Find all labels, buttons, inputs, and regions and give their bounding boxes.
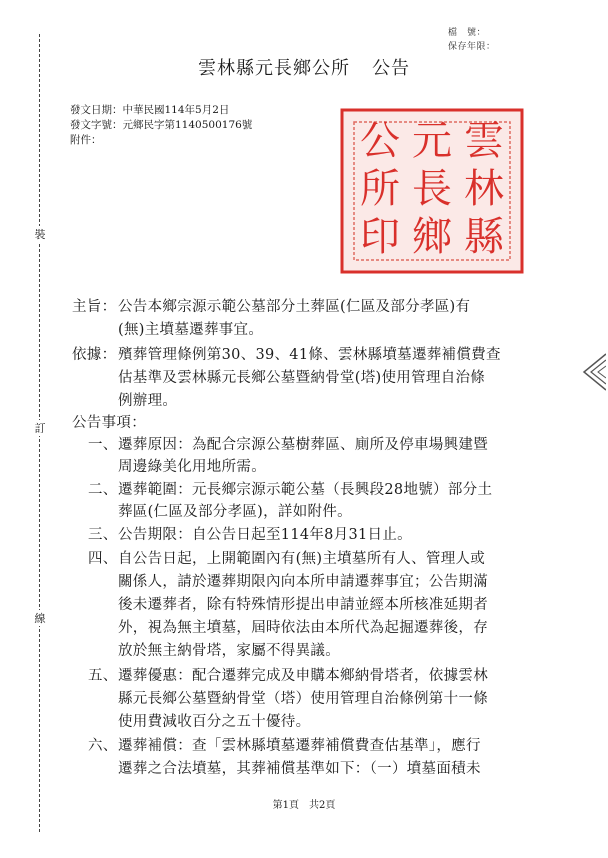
page-number: 第1頁 共2頁 <box>272 800 336 811</box>
basis-label: 依據： <box>72 347 117 363</box>
item-line: 放於無主納骨塔，家屬不得異議。 <box>118 643 340 659</box>
binding-mark-middle: 訂 <box>34 422 46 435</box>
seal-character: 林 <box>464 166 504 212</box>
basis-line: 估基準及雲林縣元長鄉公墓暨納骨堂(塔)使用管理自治條 <box>118 370 486 386</box>
item-line: 自公告日起，上開範圍內有(無)主墳墓所有人、管理人或 <box>118 551 486 567</box>
item-line: 遷葬之合法墳墓，其葬補償基準如下：（一）墳墓面積未 <box>118 761 481 777</box>
subject-line: 公告本鄉宗源示範公墓部分土葬區(仁區及部分孝區)有 <box>118 299 471 315</box>
binding-mark-top: 裝 <box>34 228 46 241</box>
subject-label: 主旨： <box>72 299 117 315</box>
item-number: 五、 <box>88 668 118 684</box>
seal-character: 鄉 <box>412 214 452 260</box>
item-line: 縣元長鄉公墓暨納骨堂（塔）使用管理自治條例第十一條 <box>118 691 488 707</box>
issue-date: 發文日期：中華民國114年5月2日 <box>70 104 230 116</box>
item-line: 遷葬原因：為配合宗源公墓樹葬區、廁所及停車場興建暨 <box>118 437 488 453</box>
item-line: 周邊綠美化用地所需。 <box>118 459 266 475</box>
official-seal-stamp <box>336 104 528 278</box>
item-line: 使用費減收百分之五十優待。 <box>118 714 311 730</box>
item-line: 遷葬補償：查「雲林縣墳墓遷葬補償費查估基準」，應行 <box>118 738 481 754</box>
seal-character: 印 <box>360 214 400 260</box>
file-number-label: 檔 號： <box>448 28 487 38</box>
seal-character: 縣 <box>464 214 504 260</box>
basis-line: 殯葬管理條例第30、39、41條、雲林縣墳墓遷葬補償費查 <box>118 347 501 363</box>
basis-line: 例辦理。 <box>118 393 178 409</box>
page-seam-mark <box>580 352 606 392</box>
item-line: 後未遷葬者，除有特殊情形提出申請並經本所核准延期者 <box>118 597 488 613</box>
item-number: 六、 <box>88 738 118 754</box>
item-line: 關係人，請於遷葬期限內向本所申請遷葬事宜；公告期滿 <box>118 574 488 590</box>
subject-line: (無)主墳墓遷葬事宜。 <box>118 322 264 338</box>
retention-label: 保存年限： <box>448 42 496 52</box>
seal-character: 元 <box>412 118 452 164</box>
seal-character: 雲 <box>464 118 504 164</box>
seal-character: 所 <box>360 166 400 212</box>
item-number: 四、 <box>88 551 118 567</box>
document-type: 公告 <box>372 58 410 79</box>
issuing-agency: 雲林縣元長鄉公所 <box>198 58 350 79</box>
page-title <box>0 54 608 80</box>
item-number: 一、 <box>88 437 118 453</box>
item-line: 外，視為無主墳墓，屆時依法由本所代為起掘遷葬後，存 <box>118 620 488 636</box>
item-line: 遷葬優惠：配合遷葬完成及申購本鄉納骨塔者，依據雲林 <box>118 668 488 684</box>
notice-heading: 公告事項： <box>72 415 146 431</box>
item-line: 葬區(仁區及部分孝區)，詳如附件。 <box>118 504 352 520</box>
binding-mark-bottom: 線 <box>34 612 46 625</box>
item-number: 二、 <box>88 482 118 498</box>
seal-character: 長 <box>412 166 452 212</box>
seal-character: 公 <box>360 118 400 164</box>
item-line: 遷葬範圍：元長鄉宗源示範公墓（長興段28地號）部分土 <box>118 482 493 498</box>
attachment-label: 附件： <box>70 134 102 146</box>
document-number: 發文字號：元鄉民字第1140500176號 <box>70 119 253 131</box>
item-line: 公告期限：自公告日起至114年8月31日止。 <box>118 527 412 543</box>
item-number: 三、 <box>88 527 118 543</box>
